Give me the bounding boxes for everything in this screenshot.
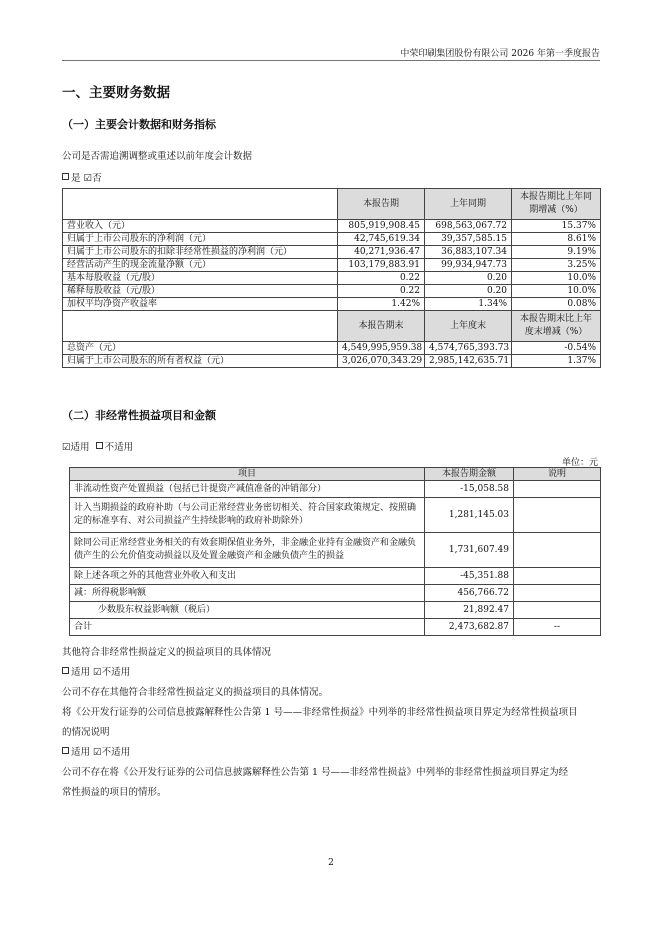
- cell-note: [514, 568, 601, 585]
- unchecked-box-icon[interactable]: [96, 442, 103, 449]
- cell-value: 1.37%: [512, 355, 601, 368]
- header-cell-empty: [63, 189, 338, 220]
- option-not-applicable: 不适用: [104, 442, 134, 453]
- table-total-row: [70, 619, 601, 636]
- non-recurring-items-table: [69, 467, 601, 636]
- cell-value: 0.08%: [512, 298, 601, 311]
- row-label: 营业收入（元）: [63, 220, 338, 233]
- header-cell-empty: [63, 311, 338, 342]
- row-label: 归属于上市公司股东的扣除非经常性损益的净利润（元）: [63, 246, 338, 259]
- header-cell: 本报告期末比上年度末增减（%）: [512, 311, 601, 342]
- checked-box-icon[interactable]: ☑: [83, 173, 93, 184]
- table-row: [63, 246, 601, 259]
- cell-value: 10.0%: [512, 272, 601, 285]
- row-label: 基本每股收益（元/股）: [63, 272, 338, 285]
- row-label: 总资产（元）: [63, 342, 338, 355]
- cell-note: [514, 585, 601, 602]
- row-label: 加权平均净资产收益率: [63, 298, 338, 311]
- header-cell: 本报告期金额: [425, 468, 514, 481]
- reclass-text-line1: 公司不存在将《公开发行证券的公司信息披露解释性公告第 1 号——非经常性损益》中列举的非经常性损益项目界定为经: [62, 767, 569, 778]
- cell-value: 2,473,682.87: [425, 619, 514, 636]
- row-label: 除上述各项之外的其他营业外收入和支出: [70, 568, 425, 585]
- cell-value: 2,985,142,635.71: [425, 355, 512, 368]
- table-row: [63, 233, 601, 246]
- table-subheader-row: [63, 311, 601, 342]
- option-no: 否: [92, 173, 102, 184]
- table-row: [63, 220, 601, 233]
- restatement-question: 公司是否需追溯调整或重述以前年度会计数据: [62, 151, 253, 162]
- header-cell: 本报告期比上年同期增减（%）: [512, 189, 601, 220]
- option-yes: 是: [71, 173, 81, 184]
- cell-value: 42,745,619.34: [338, 233, 425, 246]
- cell-value: 39,357,585.15: [425, 233, 512, 246]
- table-row: [70, 498, 601, 533]
- cell-note: [514, 481, 601, 498]
- cell-note: [514, 602, 601, 619]
- cell-value: 4,574,765,393.73: [425, 342, 512, 355]
- row-label: 减：所得税影响额: [70, 585, 425, 602]
- header-cell: 本报告期: [338, 189, 425, 220]
- table-row: [63, 259, 601, 272]
- cell-value: 15.37%: [512, 220, 601, 233]
- cell-value: 1,731,607.49: [425, 533, 514, 568]
- cell-value: 10.0%: [512, 285, 601, 298]
- reclass-title-line2: 的情况说明: [62, 727, 110, 738]
- row-label: 稀释每股收益（元/股）: [63, 285, 338, 298]
- cell-value: 698,563,067.72: [425, 220, 512, 233]
- row-label: 除同公司正常经营业务相关的有效套期保值业务外，非金融企业持有金融资产和金融负债产生的公允价值变动损益以及处置金融资产和金融负债产生的损益: [70, 533, 425, 568]
- table-row: [63, 342, 601, 355]
- checked-box-icon[interactable]: ☑: [93, 747, 102, 758]
- row-label: 非流动性资产处置损益（包括已计提资产减值准备的冲销部分）: [70, 481, 425, 498]
- table-row: [63, 285, 601, 298]
- cell-value: 1.42%: [338, 298, 425, 311]
- table-header-row: [63, 189, 601, 220]
- cell-value: 3.25%: [512, 259, 601, 272]
- option-applicable: 适用: [71, 747, 91, 758]
- cell-note: --: [514, 619, 601, 636]
- table-row: [70, 585, 601, 602]
- table-row: [70, 568, 601, 585]
- cell-value: 21,892.47: [425, 602, 514, 619]
- reclass-text-line2: 常性损益的项目的情形。: [62, 787, 167, 798]
- cell-note: [514, 498, 601, 533]
- other-items-text: 公司不存在其他符合非经常性损益定义的损益项目的具体情况。: [62, 687, 329, 698]
- page-number: 2: [328, 858, 334, 868]
- option-not-applicable: 不适用: [101, 667, 131, 678]
- checked-box-icon[interactable]: ☑: [93, 667, 102, 678]
- cell-value: -0.54%: [512, 342, 601, 355]
- subsection-title-financial-indicators: （一）主要会计数据和财务指标: [62, 118, 216, 131]
- reclass-applicability: [62, 744, 130, 758]
- cell-value: 0.20: [425, 285, 512, 298]
- header-cell: 本报告期末: [338, 311, 425, 342]
- cell-value: 4,549,995,959.38: [338, 342, 425, 355]
- row-label: 计入当期损益的政府补助（与公司正常经营业务密切相关、符合国家政策规定、按照确定的标准享有、对公司损益产生持续影响的政府补助除外）: [70, 498, 425, 533]
- cell-value: 0.22: [338, 272, 425, 285]
- cell-value: 805,919,908.45: [338, 220, 425, 233]
- row-label: 合计: [70, 619, 425, 636]
- page-header: 中荣印刷集团股份有限公司 2026 年第一季度报告: [400, 49, 600, 59]
- table-row: [63, 298, 601, 311]
- table-row: [70, 481, 601, 498]
- option-applicable: 适用: [70, 442, 90, 453]
- cell-value: 1,281,145.03: [425, 498, 514, 533]
- row-label: 少数股东权益影响额（税后）: [70, 602, 425, 619]
- section-title: 一、主要财务数据: [62, 85, 170, 101]
- cell-value: 0.20: [425, 272, 512, 285]
- cell-value: -45,351.88: [425, 568, 514, 585]
- table-row: [70, 602, 601, 619]
- checked-box-icon[interactable]: ☑: [62, 442, 71, 453]
- table-row: [63, 272, 601, 285]
- cell-value: -15,058.58: [425, 481, 514, 498]
- reclass-title-line1: 将《公开发行证券的公司信息披露解释性公告第 1 号——非经常性损益》中列举的非经常性损益项目界定为经常性损益项目: [62, 707, 578, 718]
- cell-note: [514, 533, 601, 568]
- table-header-row: [70, 468, 601, 481]
- header-cell: 上年度末: [425, 311, 512, 342]
- table-row: [63, 355, 601, 368]
- financial-indicators-table: [62, 188, 601, 368]
- cell-value: 8.61%: [512, 233, 601, 246]
- cell-value: 9.19%: [512, 246, 601, 259]
- table-row: [70, 533, 601, 568]
- header-divider: [62, 60, 600, 61]
- cell-value: 40,271,936.47: [338, 246, 425, 259]
- other-items-title: 其他符合非经常性损益定义的损益项目的具体情况: [62, 647, 272, 658]
- header-cell: 项目: [70, 468, 425, 481]
- cell-value: 36,883,107.34: [425, 246, 512, 259]
- restatement-answer: [62, 170, 102, 184]
- unchecked-box-icon[interactable]: [62, 747, 69, 754]
- row-label: 归属于上市公司股东的所有者权益（元）: [63, 355, 338, 368]
- cell-value: 103,179,883.91: [338, 259, 425, 272]
- row-label: 归属于上市公司股东的净利润（元）: [63, 233, 338, 246]
- header-cell: 说明: [514, 468, 601, 481]
- unit-label: 单位：元: [561, 458, 598, 468]
- cell-value: 3,026,070,343.29: [338, 355, 425, 368]
- cell-value: 1.34%: [425, 298, 512, 311]
- cell-value: 0.22: [338, 285, 425, 298]
- cell-value: 99,934,947.73: [425, 259, 512, 272]
- applicability-options: [62, 439, 133, 453]
- other-items-applicability: [62, 664, 130, 678]
- unchecked-box-icon[interactable]: [62, 667, 69, 674]
- option-not-applicable: 不适用: [101, 747, 131, 758]
- option-applicable: 适用: [71, 667, 91, 678]
- cell-value: 456,766.72: [425, 585, 514, 602]
- row-label: 经营活动产生的现金流量净额（元）: [63, 259, 338, 272]
- unchecked-box-icon[interactable]: [62, 173, 69, 180]
- header-cell: 上年同期: [425, 189, 512, 220]
- subsection-title-non-recurring: （二）非经常性损益项目和金额: [62, 409, 216, 422]
